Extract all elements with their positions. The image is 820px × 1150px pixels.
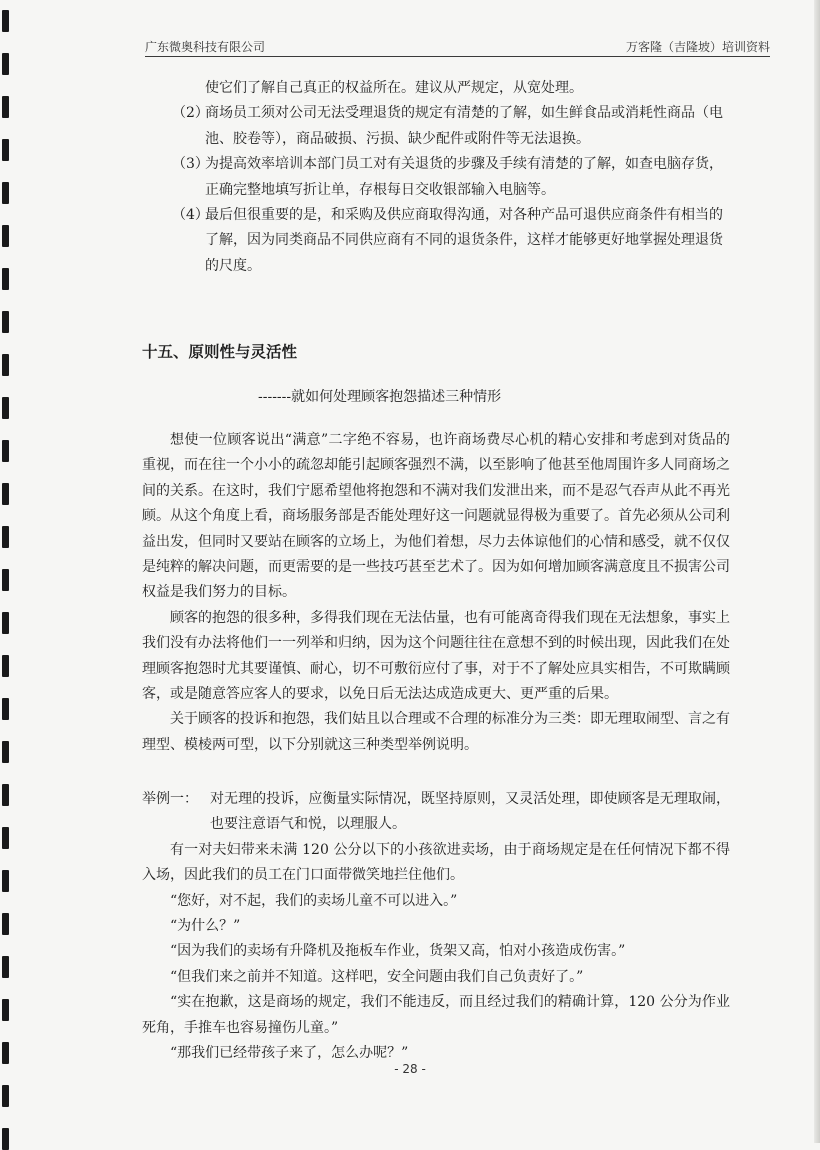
- binder-hole: [2, 1128, 9, 1150]
- section-subtitle: -------就如何处理顾客抱怨描述三种情形: [258, 389, 502, 405]
- dialogue-line: “但我们来之前并不知道。这样吧，安全问题由我们自己负责好了。”: [170, 968, 584, 985]
- list-item: [142, 203, 730, 279]
- dialogue-line: “那我们已经带孩子来了，怎么办呢？”: [170, 1045, 409, 1062]
- binder-hole: [2, 139, 9, 161]
- example-lead-text: 对无理的投诉，应衡量实际情况，既坚持原则，又灵活处理，即使顾客是无理取闹，也要注意语气和悦，以理服人。: [210, 791, 730, 833]
- list-item: [142, 152, 730, 203]
- page-number: - 28 -: [394, 1062, 426, 1076]
- binder-hole: [2, 741, 9, 763]
- binder-hole: [2, 225, 9, 247]
- item-text: 商场员工须对公司无法受理退货的规定有清楚的了解，如生鲜食品或消耗性商品（电池、胶卷等），商品破损、污损、缺少配件或附件等无法退换。: [205, 105, 723, 147]
- company-name: 广东微奥科技有限公司: [145, 40, 266, 54]
- page-edge-shadow: [814, 0, 820, 1143]
- item-number: （4）: [172, 207, 209, 224]
- item-text: 为提高效率培训本部门员工对有关退货的步骤及手续有清楚的了解，如查电脑存货，正确完整地填写折让单，存根每日交收银部输入电脑等。: [205, 156, 723, 198]
- binder-hole: [2, 1042, 9, 1064]
- binder-hole: [2, 311, 9, 333]
- binder-hole: [2, 698, 9, 720]
- document-title: 万客隆（吉隆坡）培训资料: [625, 40, 770, 54]
- binder-hole: [2, 526, 9, 548]
- binder-hole: [2, 10, 9, 32]
- binder-hole: [2, 612, 9, 634]
- binder-holes: [0, 0, 14, 1143]
- binder-hole: [2, 53, 9, 75]
- binder-hole: [2, 956, 9, 978]
- binder-hole: [2, 1085, 9, 1107]
- paragraph: 想使一位顾客说出“满意”二字绝不容易，也许商场费尽心机的精心安排和考虑到对货品的重视，而在往一个小小的疏忽却能引起顾客强烈不满，以至影响了他甚至他周围许多人同商场之间的关系。在这时，我们宁愿希望他将抱怨和不满对我们发泄出来，而不是忍气吞声从此不再光顾。从这个角度上看，商场服务部是否能处理好这一问题就显得极为重要了。首先必须从公司利益出发，但同时又要站在顾客的立场上，为他们着想，尽力去体谅他们的心情和感受，就不仅仅是纯粹的解决问题，而更需要的是一些技巧甚至艺术了。因为如何增加顾客满意度且不损害公司权益是我们努力的目标。: [142, 432, 730, 601]
- example-label: 举例一：: [142, 791, 198, 807]
- continued-line: 使它们了解自己真正的权益所在。建议从严规定，从宽处理。: [205, 80, 583, 96]
- section-heading: 十五、原则性与灵活性: [142, 343, 298, 361]
- binder-hole: [2, 354, 9, 376]
- binder-hole: [2, 96, 9, 118]
- item-number: （3）: [172, 156, 209, 173]
- list-section: [142, 76, 730, 279]
- example-section: [142, 787, 730, 1066]
- dialogue-line: “为什么？”: [170, 918, 241, 935]
- binder-hole: [2, 182, 9, 204]
- paragraph: 有一对夫妇带来未满 120 公分以下的小孩欲进卖场，由于商场规定是在任何情况下都不得入场，因此我们的员工在门口面带微笑地拦住他们。: [142, 841, 730, 884]
- paragraph: 关于顾客的投诉和抱怨，我们姑且以合理或不合理的标准分为三类：即无理取闹型、言之有理型、模棱两可型，以下分别就这三种类型举例说明。: [142, 711, 730, 753]
- example-lead: [142, 787, 730, 838]
- binder-hole: [2, 999, 9, 1021]
- list-item: [142, 101, 730, 152]
- body-text: [142, 428, 730, 758]
- binder-hole: [2, 913, 9, 935]
- binder-hole: [2, 870, 9, 892]
- page-header: [145, 36, 770, 57]
- dialogue-line: “实在抱歉，这是商场的规定，我们不能违反，而且经过我们的精确计算，120 公分为作业死角，手推车也容易撞伤儿童。”: [142, 994, 730, 1036]
- item-text: 最后但很重要的是，和采购及供应商取得沟通，对各种产品可退供应商条件有相当的了解，因为同类商品不同供应商有不同的退货条件，这样才能够更好地掌握处理退货的尺度。: [205, 207, 723, 274]
- binder-hole: [2, 784, 9, 806]
- dialogue-line: “您好，对不起，我们的卖场儿童不可以进入。”: [170, 892, 458, 909]
- dialogue-line: “因为我们的卖场有升降机及拖板车作业，货架又高，怕对小孩造成伤害。”: [170, 943, 626, 960]
- item-number: （2）: [172, 105, 209, 122]
- binder-hole: [2, 655, 9, 677]
- binder-hole: [2, 397, 9, 419]
- binder-hole: [2, 440, 9, 462]
- paragraph: 顾客的抱怨的很多种，多得我们现在无法估量，也有可能离奇得我们现在无法想象，事实上我们没有办法将他们一一列举和归纳，因为这个问题往往在意想不到的时候出现，因此我们在处理顾客抱怨时尤其要谨慎、耐心，切不可敷衍应付了事，对于不了解处应具实相告，不可欺瞒顾客，或是随意答应客人的要求，以免日后无法达成造成更大、更严重的后果。: [142, 609, 730, 703]
- binder-hole: [2, 569, 9, 591]
- binder-hole: [2, 483, 9, 505]
- binder-hole: [2, 268, 9, 290]
- binder-hole: [2, 827, 9, 849]
